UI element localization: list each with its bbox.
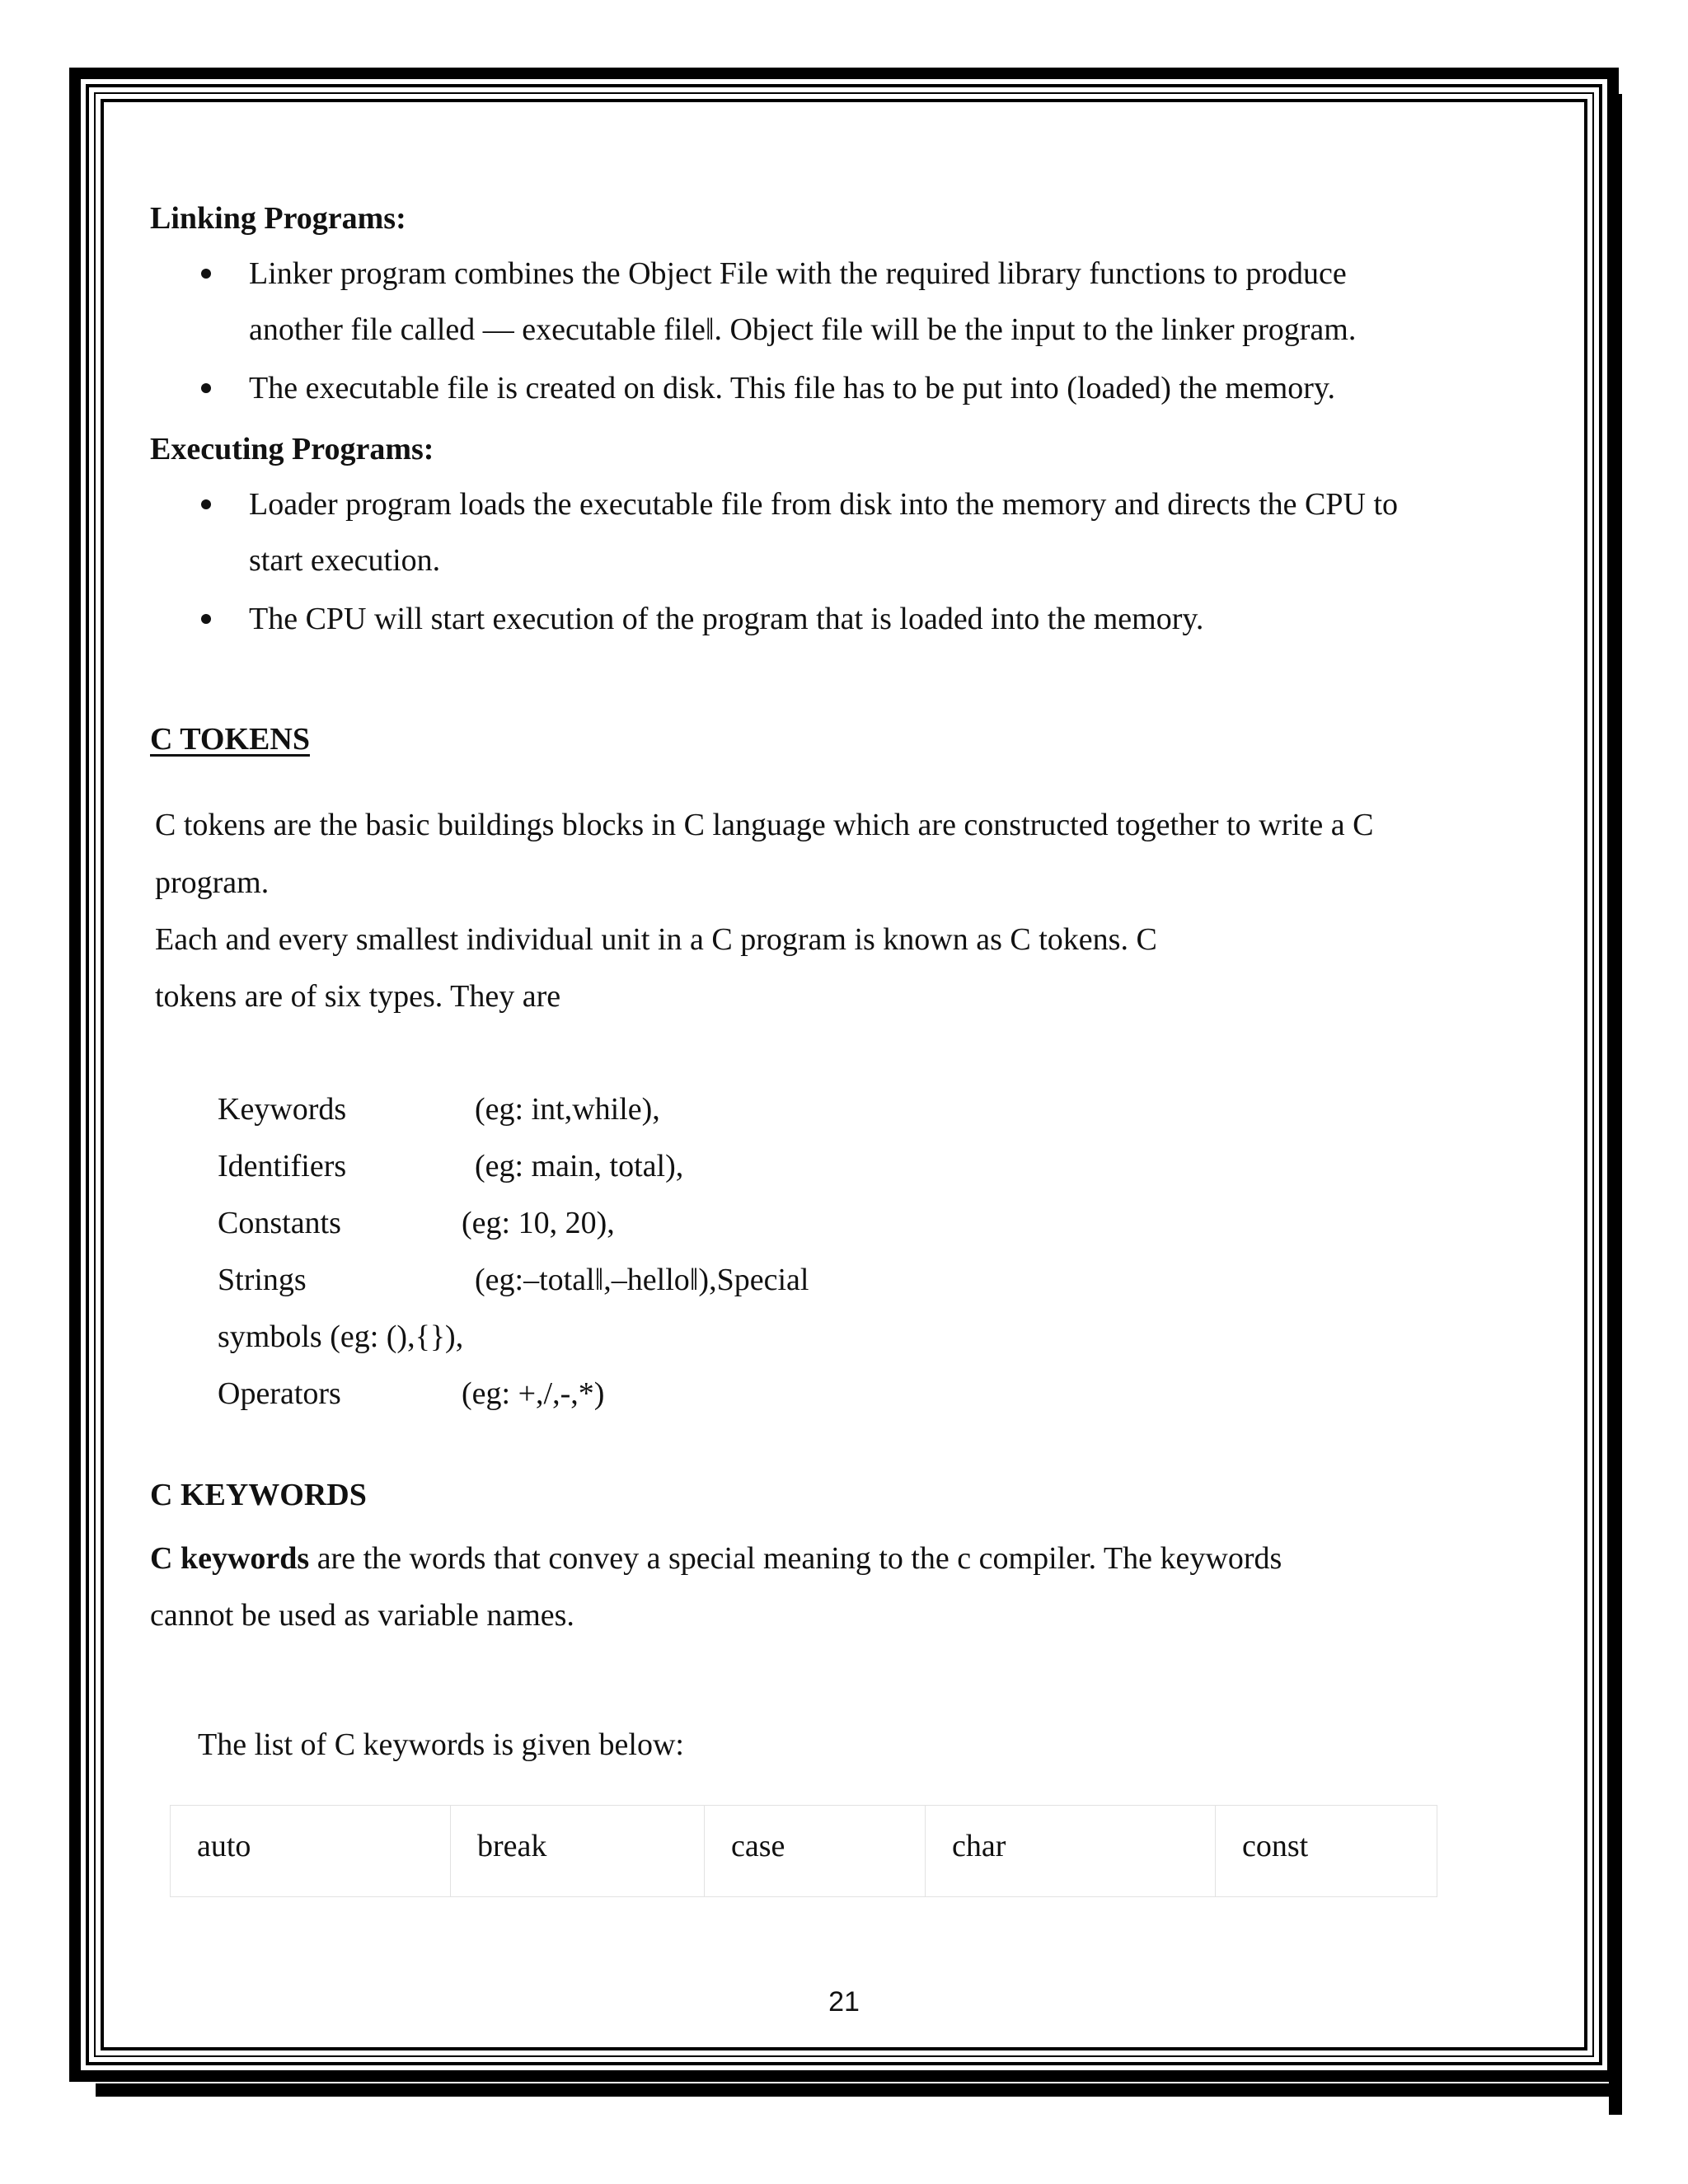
keywords-para-text: are the words that convey a special meaning to the c compiler. The keywords xyxy=(309,1541,1282,1576)
page-number: 21 xyxy=(828,1986,860,2018)
keywords-heading: C KEYWORDS xyxy=(150,1478,367,1512)
bullet-icon xyxy=(201,499,211,509)
keywords-para-line1 xyxy=(150,1543,1282,1574)
executing-heading: Executing Programs: xyxy=(150,432,434,466)
keywords-para-line2: cannot be used as variable names. xyxy=(150,1598,574,1633)
linking-bullet2: The executable file is created on disk. This file has to be put into (loaded) the memory. xyxy=(249,371,1335,405)
page-border-shadow-bottom xyxy=(96,2083,1622,2097)
keyword-text: auto xyxy=(197,1829,251,1863)
linking-bullet1-line1: Linker program combines the Object File with the required library functions to produce xyxy=(249,256,1347,291)
token-type-name: Operators xyxy=(218,1376,341,1411)
token-type-example: (eg: main, total), xyxy=(475,1149,684,1183)
token-type-example: (eg: +,/,-,*) xyxy=(462,1376,605,1411)
keyword-text: const xyxy=(1242,1829,1309,1863)
keywords-list-intro: The list of C keywords is given below: xyxy=(198,1727,684,1762)
keyword-text: char xyxy=(952,1829,1006,1863)
table-cell xyxy=(926,1806,1216,1896)
token-type-name: Constants xyxy=(218,1206,341,1240)
executing-bullet1-line2: start execution. xyxy=(249,543,441,578)
bullet-icon xyxy=(201,614,211,624)
linking-bullet1-line2: another file called ― executable file‖. Object file will be the input to the linker program. xyxy=(249,312,1357,347)
executing-bullet2: The CPU will start execution of the program that is loaded into the memory. xyxy=(249,602,1204,636)
tokens-heading: C TOKENS xyxy=(150,722,310,757)
token-type-name: Strings xyxy=(218,1263,307,1297)
table-cell xyxy=(451,1806,705,1896)
keywords-table xyxy=(170,1805,1437,1897)
bullet-icon xyxy=(201,383,211,393)
token-type-example: (eg: int,while), xyxy=(475,1092,660,1127)
token-type-name: Identifiers xyxy=(218,1149,347,1183)
keyword-text: break xyxy=(477,1829,547,1863)
tokens-para-line: C tokens are the basic buildings blocks in C language which are constructed together to write a C xyxy=(155,808,1374,842)
table-cell xyxy=(705,1806,926,1896)
token-type-name: Keywords xyxy=(218,1092,347,1127)
linking-heading: Linking Programs: xyxy=(150,201,406,236)
table-cell xyxy=(171,1806,451,1896)
tokens-para-line: program. xyxy=(155,865,270,900)
executing-bullet1-line1: Loader program loads the executable file from disk into the memory and directs the CPU to xyxy=(249,487,1398,522)
table-cell xyxy=(1216,1806,1437,1896)
token-type-example: (eg: 10, 20), xyxy=(462,1206,615,1240)
tokens-para-line: Each and every smallest individual unit in a C program is known as C tokens. C xyxy=(155,922,1157,957)
tokens-para-line: tokens are of six types. They are xyxy=(155,979,561,1014)
token-type-example: (eg:–total‖,–hello‖),Special xyxy=(475,1263,809,1297)
bullet-icon xyxy=(201,269,211,279)
keywords-term: C keywords xyxy=(150,1541,310,1576)
token-list-wrap: symbols (eg: (),{}), xyxy=(218,1319,464,1354)
keyword-text: case xyxy=(731,1829,785,1863)
